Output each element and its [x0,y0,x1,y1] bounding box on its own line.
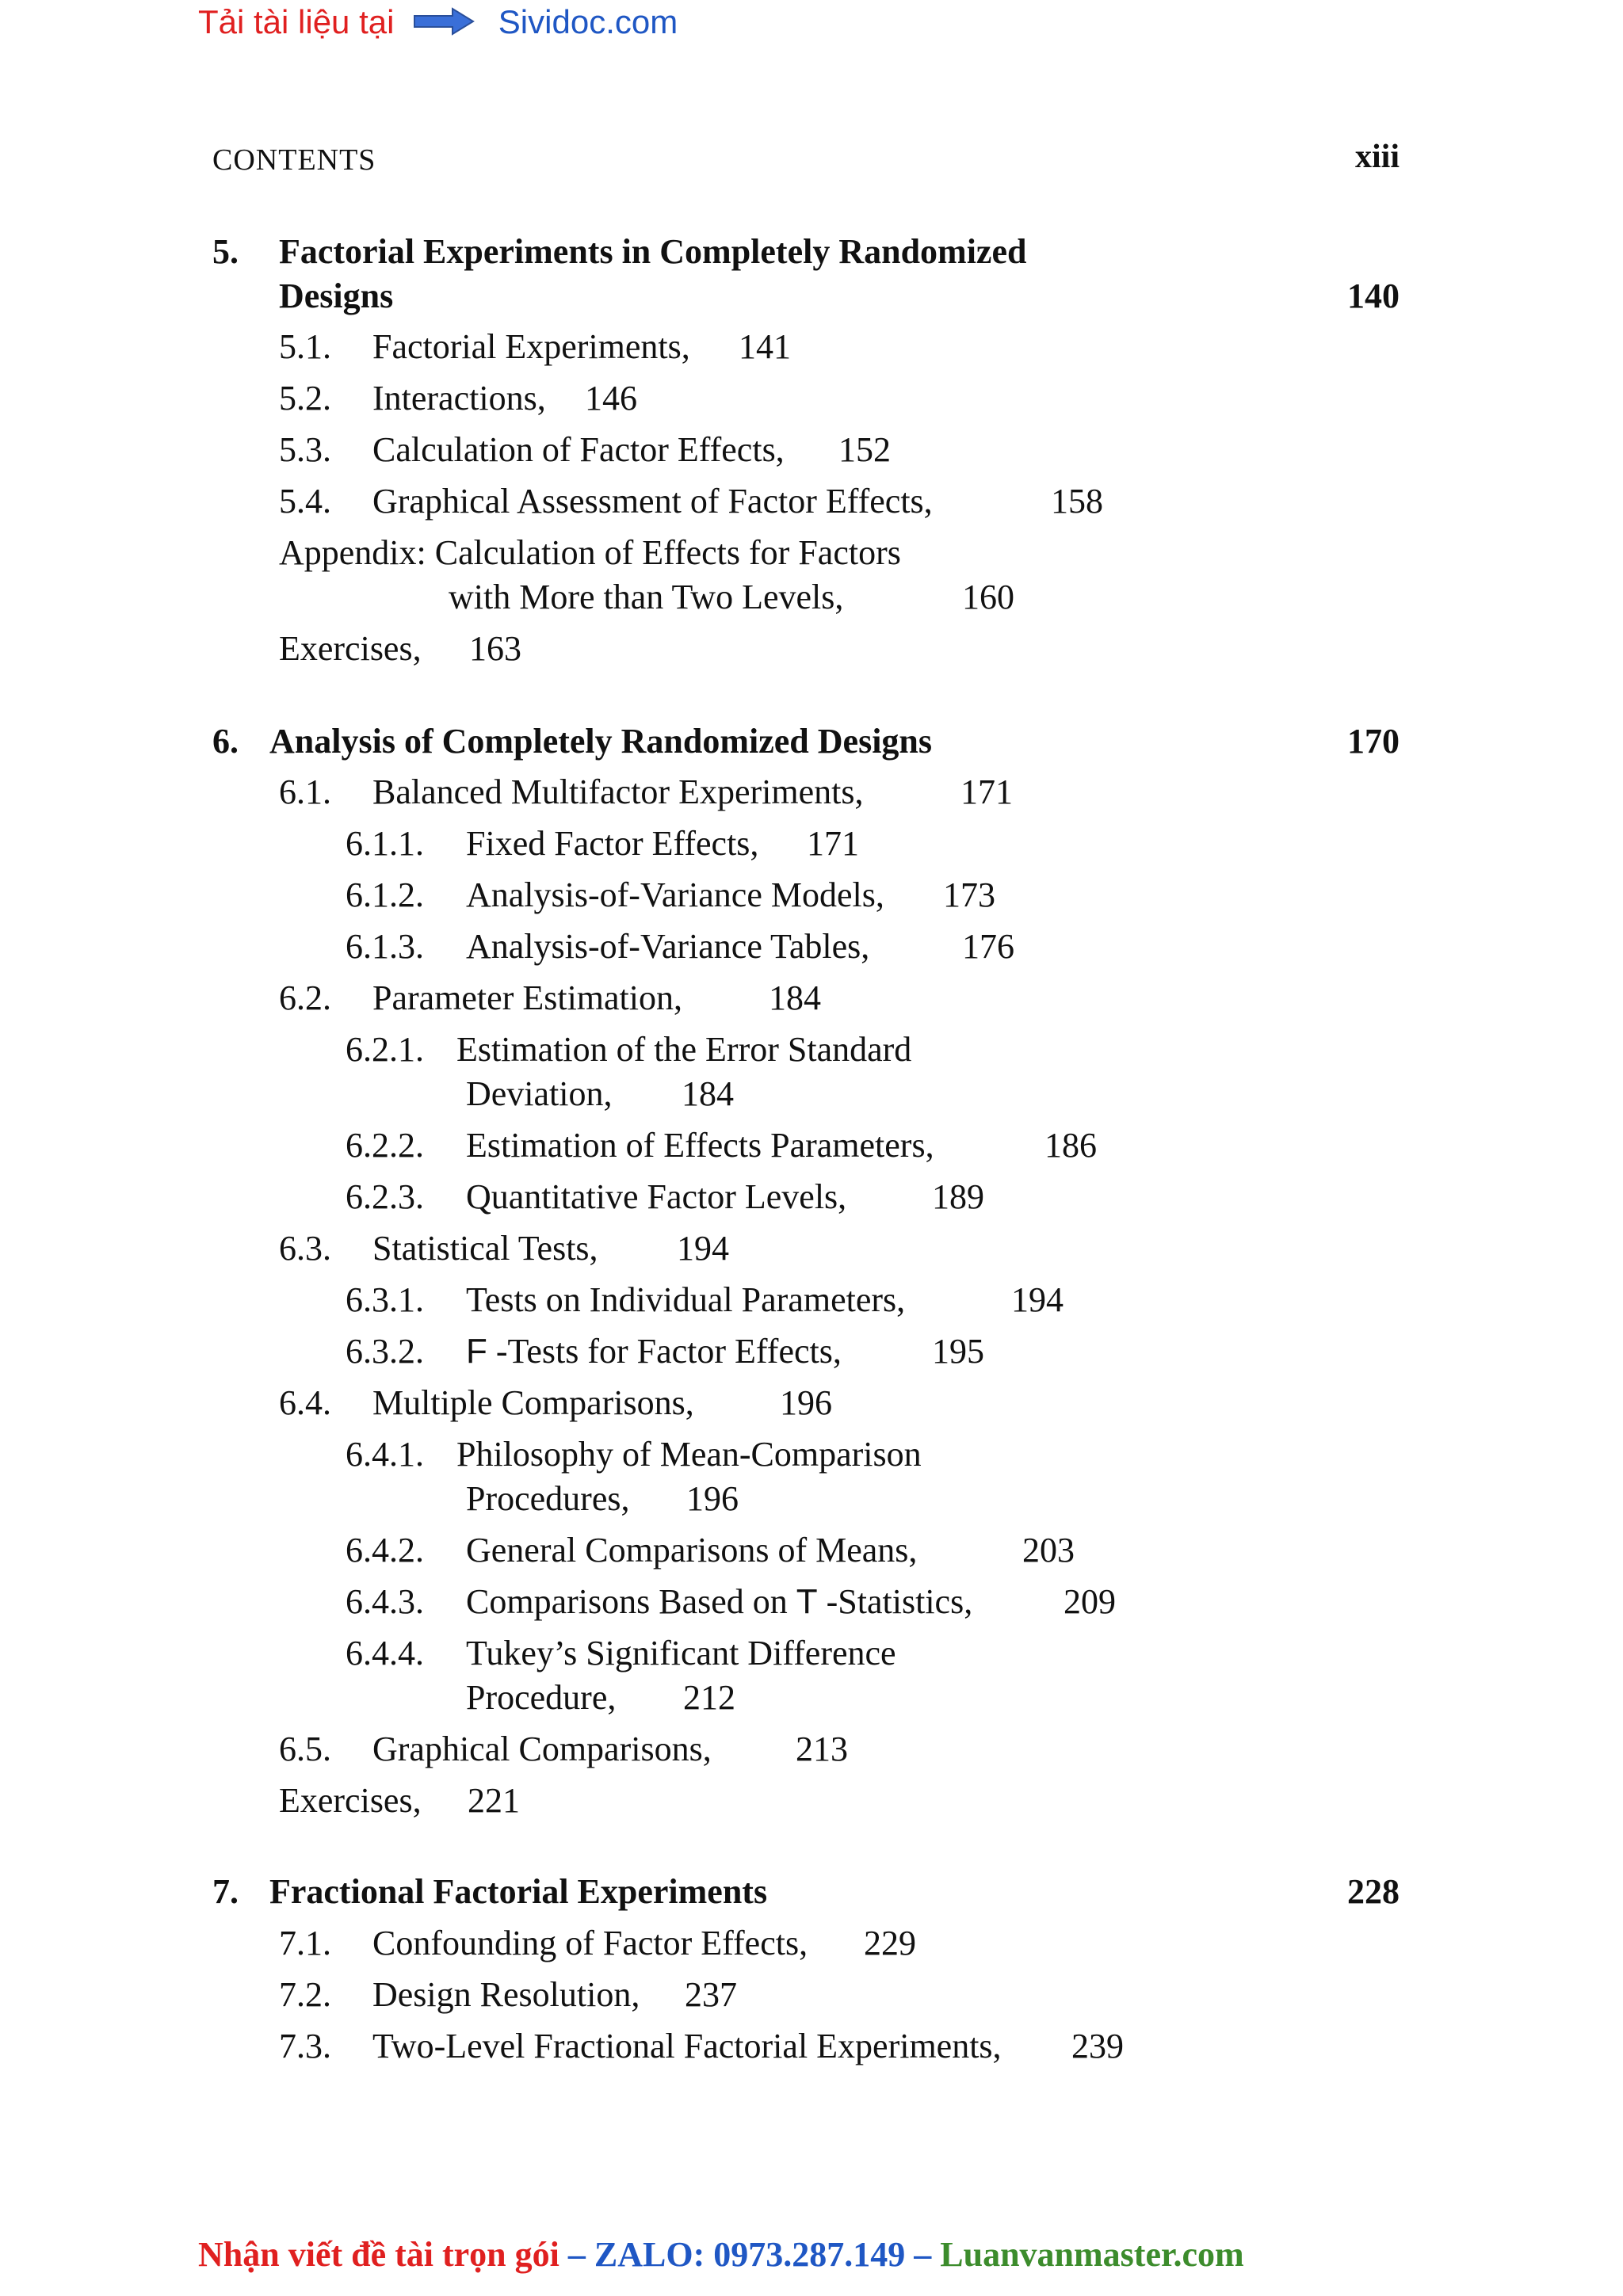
section-title: Parameter Estimation, [372,978,682,1017]
section-page: 189 [932,1177,984,1216]
chapter-5-title-line1: Factorial Experiments in Completely Randomized [279,232,1027,271]
section-number: 6.1.3. [346,927,424,966]
section-number: 6.5. [279,1730,331,1768]
section-title: Tests on Individual Parameters, [466,1280,906,1319]
section-title: Factorial Experiments, [372,327,690,366]
section-title: Calculation of Factor Effects, [372,430,785,469]
banner-prefix: Tải tài liệu tại [198,3,395,40]
section-title: Philosophy of Mean-Comparison [456,1435,922,1474]
section-number: 5.2. [279,379,331,418]
section-page: 158 [1051,482,1103,521]
right-arrow-icon [413,6,475,44]
section-title: Exercises, [279,629,422,668]
section-page: 196 [686,1479,739,1518]
section-title: Graphical Assessment of Factor Effects, [372,482,933,521]
section-page: 184 [769,978,821,1017]
section-number: 6.3. [279,1229,331,1268]
section-page: 212 [683,1678,735,1717]
section-page: 173 [943,875,995,914]
section-page: 229 [864,1924,916,1962]
section-title: General Comparisons of Means, [466,1531,918,1569]
page-number: xiii [1354,139,1400,175]
section-number: 6.4.2. [346,1531,424,1569]
chapter-6-number: 6. [212,722,239,761]
section-page: 163 [469,629,521,668]
section-number: 6.4.4. [346,1634,424,1672]
section-number: 6.3.1. [346,1280,424,1319]
section-number: 6.1.1. [346,824,424,863]
section-number: 6.2.1. [346,1030,424,1069]
section-title: Exercises, [279,1781,422,1820]
section-number: 5.4. [279,482,331,521]
section-number: 6.2. [279,978,331,1017]
section-page: 171 [807,824,859,863]
footer-service-text: Nhận viết đề tài trọn gói [198,2235,559,2274]
section-page: 194 [677,1229,729,1268]
section-title: Analysis-of-Variance Models, [466,875,884,914]
section-title: Design Resolution, [372,1975,640,2014]
section-number: 6.3.2. [346,1332,424,1371]
section-title: Tukey’s Significant Difference [466,1634,896,1672]
section-number: 6.1. [279,772,331,811]
section-page: 176 [962,927,1014,966]
section-number: 6.2.3. [346,1177,424,1216]
section-title: Graphical Comparisons, [372,1730,712,1768]
section-title-continued: Procedure, [466,1678,617,1717]
section-page: 186 [1044,1126,1097,1165]
section-number: 6.4. [279,1383,331,1422]
section-title-text: -Tests for Factor Effects, [487,1332,842,1371]
section-title: Confounding of Factor Effects, [372,1924,808,1962]
section-title [466,1581,972,1622]
banner-site-link[interactable]: Sividoc.com [498,3,678,40]
section-number: 6.4.3. [346,1582,424,1621]
section-number: 7.2. [279,1975,331,2014]
section-page: 160 [962,578,1014,616]
section-page: 221 [468,1781,520,1820]
section-title-text: Comparisons Based on [466,1582,788,1621]
chapter-6-page: 170 [1347,722,1400,761]
section-title: Estimation of Effects Parameters, [466,1126,934,1165]
math-symbol-f: F [466,1332,487,1371]
chapter-5-number: 5. [212,232,239,271]
section-page: 203 [1022,1531,1075,1569]
chapter-7-number: 7. [212,1872,239,1911]
download-banner[interactable] [198,3,678,44]
section-title [466,1331,842,1371]
section-title-continued: with More than Two Levels, [449,578,844,616]
section-page: 146 [585,379,637,418]
section-title: Statistical Tests, [372,1229,598,1268]
chapter-5-page: 140 [1347,277,1400,315]
section-title: Quantitative Factor Levels, [466,1177,847,1216]
section-title: Two-Level Fractional Factorial Experiments, [372,2027,1002,2065]
section-page: 184 [682,1074,734,1113]
math-symbol-t: T [796,1582,818,1621]
footer-advert[interactable] [198,2234,1244,2275]
footer-dash: – [559,2235,594,2274]
section-title: Balanced Multifactor Experiments, [372,772,864,811]
chapter-6-title: Analysis of Completely Randomized Designs [269,722,933,761]
section-page: 196 [780,1383,832,1422]
chapter-7-title: Fractional Factorial Experiments [269,1872,768,1911]
footer-site-link[interactable]: Luanvanmaster.com [940,2235,1244,2274]
footer-zalo-contact[interactable]: ZALO: 0973.287.149 [594,2235,906,2274]
section-page: 171 [960,772,1013,811]
section-number: 5.1. [279,327,331,366]
section-page: 194 [1011,1280,1064,1319]
section-page: 239 [1071,2027,1124,2065]
section-page: 213 [796,1730,848,1768]
section-title: Appendix: Calculation of Effects for Factors [279,533,901,572]
section-page: 209 [1064,1582,1116,1621]
section-page: 141 [739,327,791,366]
section-title-continued: Procedures, [466,1479,630,1518]
section-page: 237 [685,1975,737,2014]
running-header: CONTENTS [212,143,376,177]
section-number: 5.3. [279,430,331,469]
section-page: 152 [838,430,891,469]
section-number: 6.4.1. [346,1435,424,1474]
section-title: Multiple Comparisons, [372,1383,694,1422]
section-number: 7.3. [279,2027,331,2065]
section-page: 195 [932,1332,984,1371]
section-title-suffix: -Statistics, [817,1582,973,1621]
footer-dash: – [905,2235,941,2274]
section-title-continued: Deviation, [466,1074,613,1113]
section-title: Interactions, [372,379,546,418]
section-title: Fixed Factor Effects, [466,824,759,863]
chapter-5-title-line2: Designs [279,277,394,315]
section-number: 6.2.2. [346,1126,424,1165]
section-title: Estimation of the Error Standard [456,1030,912,1069]
chapter-7-page: 228 [1347,1872,1400,1911]
section-number: 7.1. [279,1924,331,1962]
section-title: Analysis-of-Variance Tables, [466,927,870,966]
section-number: 6.1.2. [346,875,424,914]
